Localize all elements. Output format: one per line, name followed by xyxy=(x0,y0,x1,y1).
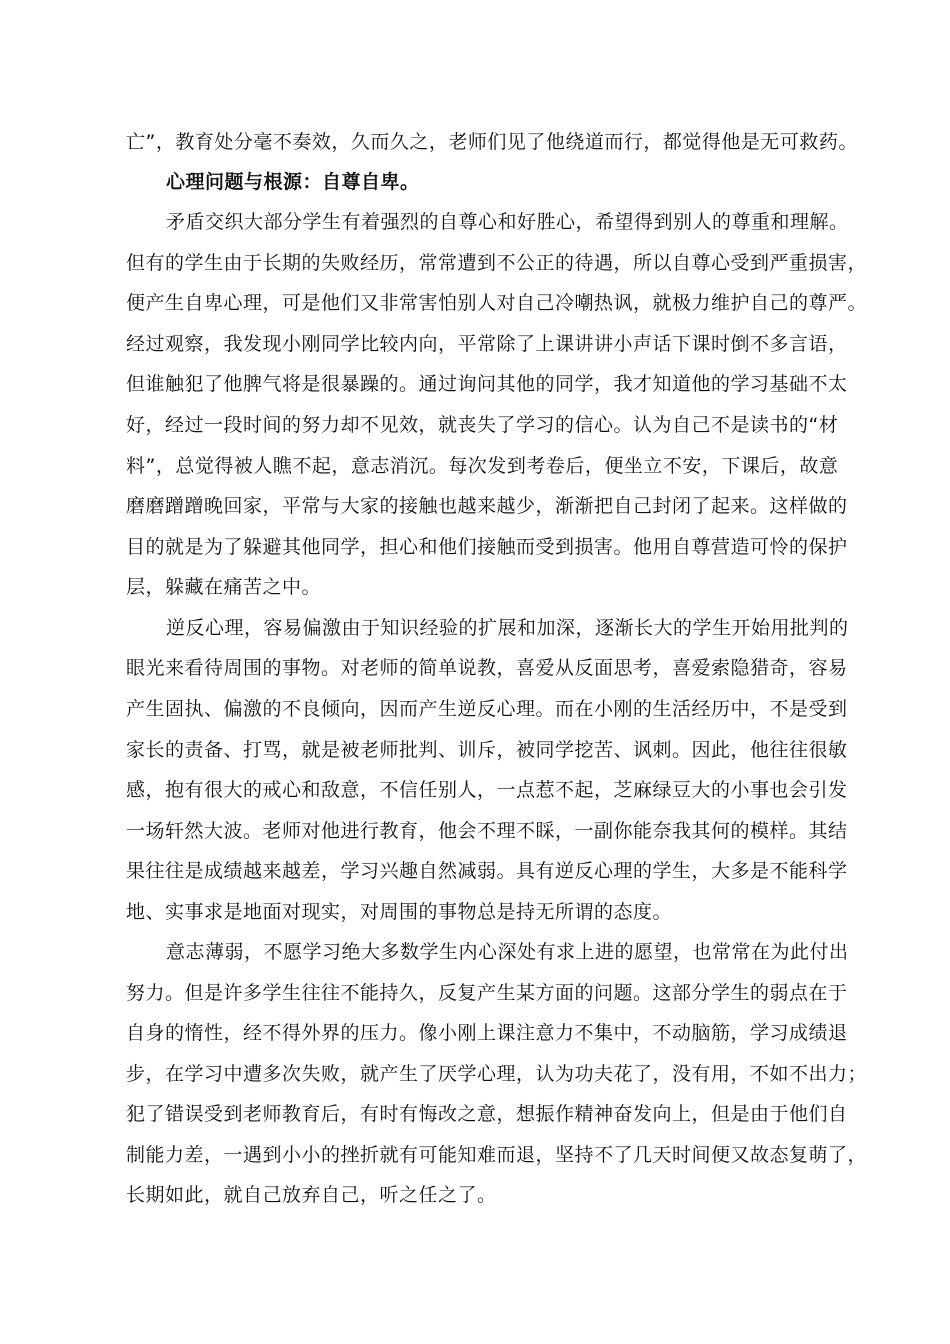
paragraph-line: 犯了错误受到老师教育后，有时有悔改之意，想振作精神奋发向上，但是由于他们自 xyxy=(126,1103,848,1125)
paragraph-line: 产生固执、偏激的不良倾向，因而产生逆反心理。而在小刚的生活经历中，不是受到 xyxy=(126,698,848,720)
paragraph-line: 逆反心理，容易偏激由于知识经验的扩展和加深，逐渐长大的学生开始用批判的 xyxy=(166,617,849,639)
paragraph-line: 地、实事求是地面对现实，对周围的事物总是持无所谓的态度。 xyxy=(126,901,673,923)
paragraph-line: 好，经过一段时间的努力却不见效，就丧失了学习的信心。认为自己不是读书的“材 xyxy=(126,414,839,436)
paragraph-line: 步，在学习中遭多次失败，就产生了厌学心理，认为功夫花了，没有用，不如不出力； xyxy=(126,1063,868,1085)
paragraph-line: 家长的责备、打骂，就是被老师批判、训斥，被同学挖苦、讽刺。因此，他往往很敏 xyxy=(126,739,848,761)
paragraph-line: 果往往是成绩越来越差，学习兴趣自然减弱。具有逆反心理的学生，大多是不能科学 xyxy=(126,860,848,882)
paragraph-line: 眼光来看待周围的事物。对老师的简单说教，喜爱从反面思考，喜爱索隐猎奇，容易 xyxy=(126,657,848,679)
paragraph-line: 制能力差，一遇到小小的挫折就有可能知难而退，坚持不了几天时间便又故态复萌了， xyxy=(126,1144,868,1166)
paragraph-line: 感，抱有很大的戒心和敌意，不信任别人，一点惹不起，芝麻绿豆大的小事也会引发 xyxy=(126,779,848,801)
paragraph-line: 但谁触犯了他脾气将是很暴躁的。通过询问其他的同学，我才知道他的学习基础不太 xyxy=(126,373,848,395)
paragraph-line: 但有的学生由于长期的失败经历，常常遭到不公正的待遇，所以自尊心受到严重损害， xyxy=(126,252,868,274)
paragraph-line: 长期如此，就自己放弃自己，听之任之了。 xyxy=(126,1184,497,1206)
paragraph-line: 一场轩然大波。老师对他进行教育，他会不理不睬，一副你能奈我其何的模样。其结 xyxy=(126,820,848,842)
paragraph-line: 意志薄弱，不愿学习绝大多数学生内心深处有求上进的愿望，也常常在为此付出 xyxy=(166,941,849,963)
paragraph-line: 便产生自卑心理，可是他们又非常害怕别人对自己冷嘲热讽，就极力维护自己的尊严。 xyxy=(126,292,868,314)
paragraph-line: 目的就是为了躲避其他同学，担心和他们接触而受到损害。他用自尊营造可怜的保护 xyxy=(126,536,848,558)
paragraph-line: 经过观察，我发现小刚同学比较内向，平常除了上课讲讲小声话下课时倒不多言语， xyxy=(126,333,848,355)
paragraph-line: 亡”，教育处分毫不奏效，久而久之，老师们见了他绕道而行，都觉得他是无可救药。 xyxy=(126,131,858,153)
paragraph-line: 自身的惰性，经不得外界的压力。像小刚上课注意力不集中，不动脑筋，学习成绩退 xyxy=(126,1022,848,1044)
section-heading: 心理问题与根源：自尊自卑。 xyxy=(166,171,420,193)
paragraph-line: 努力。但是许多学生往往不能持久，反复产生某方面的问题。这部分学生的弱点在于 xyxy=(126,982,848,1004)
paragraph-line: 料”，总觉得被人瞧不起，意志消沉。每次发到考卷后，便坐立不安，下课后，故意 xyxy=(126,455,839,477)
paragraph-line: 层，躲藏在痛苦之中。 xyxy=(126,576,322,598)
paragraph-line: 磨磨蹭蹭晚回家，平常与大家的接触也越来越少，渐渐把自己封闭了起来。这样做的 xyxy=(126,495,848,517)
paragraph-line: 矛盾交织大部分学生有着强烈的自尊心和好胜心，希望得到别人的尊重和理解。 xyxy=(166,211,849,233)
